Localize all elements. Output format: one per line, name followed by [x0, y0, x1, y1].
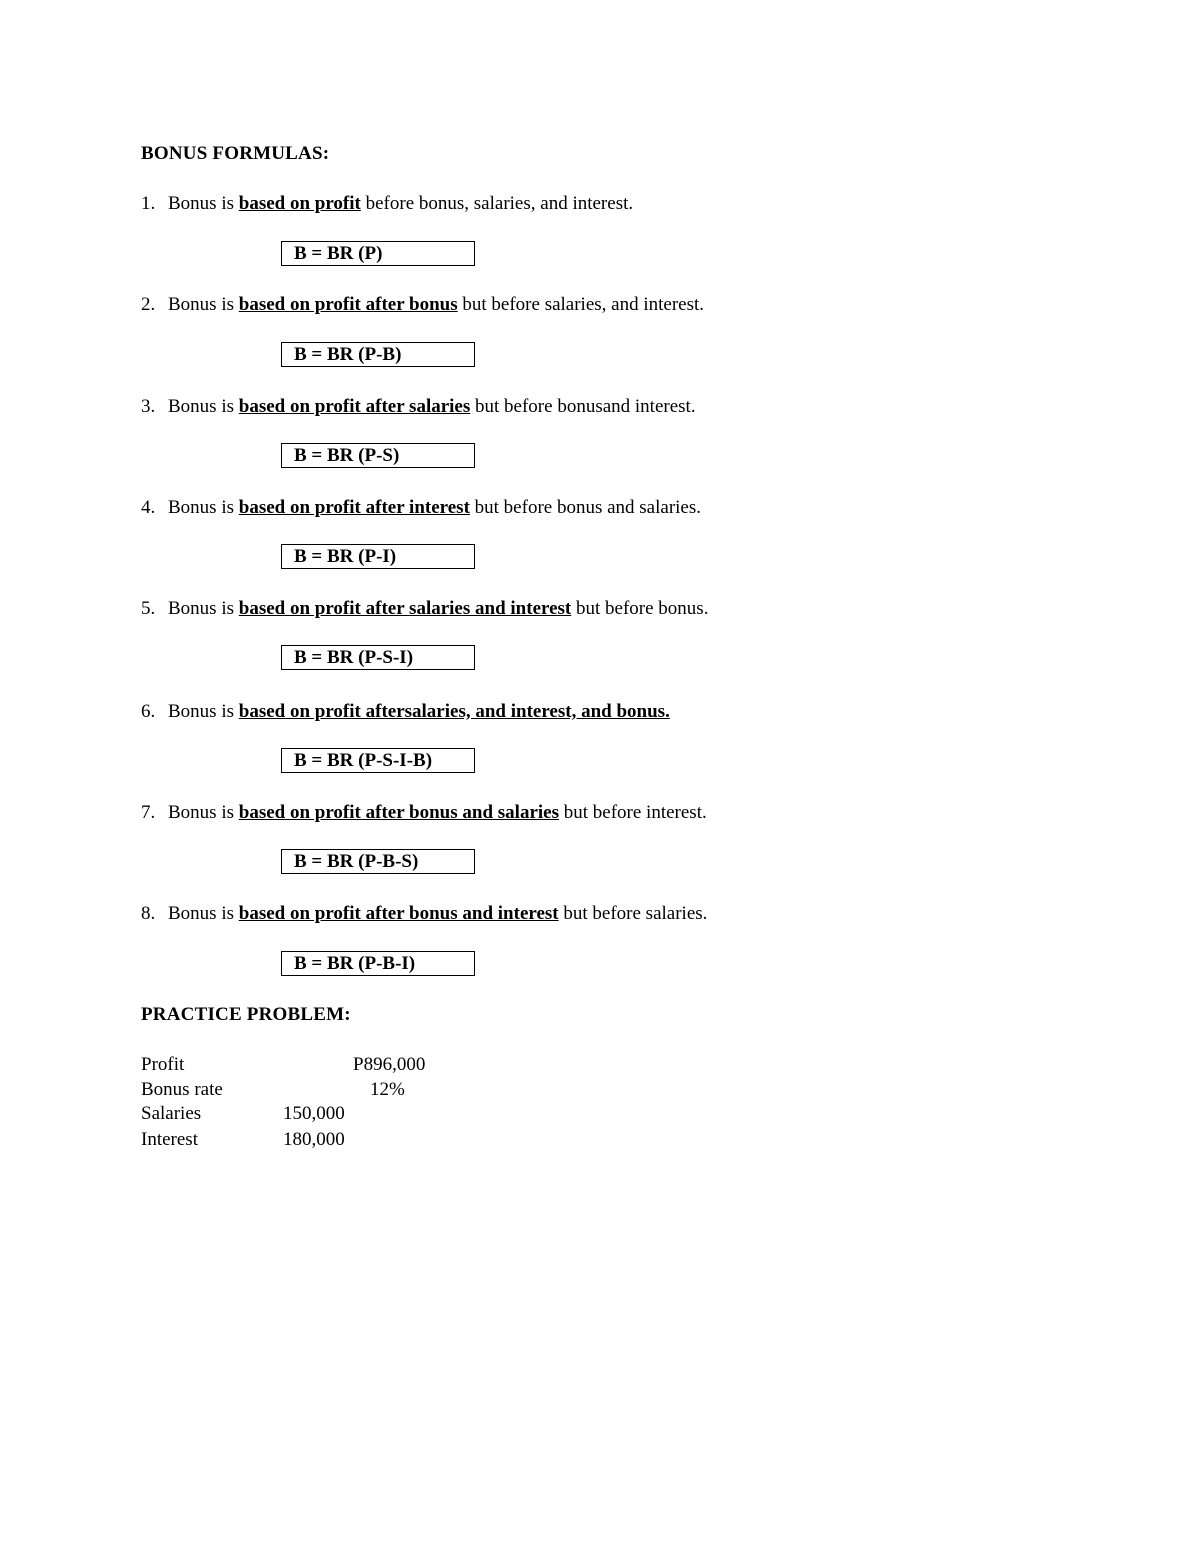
- formula-item-7: [141, 802, 707, 824]
- formula-box-2: B = BR (P-B): [281, 342, 475, 367]
- item-number: 6.: [141, 701, 156, 722]
- item-text-pre: Bonus is: [168, 294, 239, 315]
- item-number: 1.: [141, 193, 156, 214]
- row-value-right: P896,000: [353, 1054, 426, 1075]
- item-text-pre: Bonus is: [168, 903, 239, 924]
- formula-item-2: [141, 294, 704, 316]
- item-text-emphasis: based on profit after bonus: [238, 294, 458, 315]
- formula-box-8: B = BR (P-B-I): [281, 951, 475, 976]
- formula-item-5: [141, 598, 708, 620]
- formula-box-1: B = BR (P): [281, 241, 475, 266]
- item-text-post: but before bonus and salaries.: [469, 497, 702, 518]
- item-text-emphasis: based on profit after bonus and salaries: [238, 802, 559, 823]
- item-number: 3.: [141, 396, 156, 417]
- row-label: Salaries: [141, 1103, 202, 1124]
- item-text-pre: Bonus is: [168, 701, 239, 722]
- row-value-right: 12%: [370, 1079, 405, 1100]
- formula-box-4: B = BR (P-I): [281, 544, 475, 569]
- row-label: Interest: [141, 1129, 198, 1150]
- practice-problem-heading: PRACTICE PROBLEM:: [141, 1004, 351, 1025]
- item-text-post: but before bonusand interest.: [470, 396, 696, 417]
- formula-box-6: B = BR (P-S-I-B): [281, 748, 475, 773]
- item-text-pre: Bonus is: [168, 193, 239, 214]
- formula-item-8: [141, 903, 707, 925]
- formula-box-3: B = BR (P-S): [281, 443, 475, 468]
- item-text-post: but before salaries.: [558, 903, 708, 924]
- item-text-pre: Bonus is: [168, 396, 239, 417]
- item-text-emphasis: based on profit after bonus and interest: [238, 903, 559, 924]
- formula-box-5: B = BR (P-S-I): [281, 645, 475, 670]
- item-text-emphasis: based on profit after salaries: [238, 396, 471, 417]
- item-number: 8.: [141, 903, 156, 924]
- row-value-mid: 180,000: [283, 1129, 345, 1150]
- formula-box-7: B = BR (P-B-S): [281, 849, 475, 874]
- item-text-post: but before bonus.: [571, 598, 709, 619]
- bonus-formulas-heading: BONUS FORMULAS:: [141, 143, 330, 164]
- item-text-emphasis: based on profit after salaries and interest: [238, 598, 572, 619]
- item-text-post: before bonus, salaries, and interest.: [360, 193, 634, 214]
- item-number: 2.: [141, 294, 156, 315]
- item-text-pre: Bonus is: [168, 802, 239, 823]
- item-text-emphasis: based on profit aftersalaries, and interest, and bonus.: [238, 701, 670, 722]
- formula-item-3: [141, 396, 696, 418]
- formula-item-4: [141, 497, 701, 519]
- item-text-post: but before salaries, and interest.: [457, 294, 705, 315]
- row-label: Bonus rate: [141, 1079, 223, 1100]
- formula-item-1: [141, 193, 633, 215]
- item-text-pre: Bonus is: [168, 598, 239, 619]
- formula-item-6: [141, 701, 670, 723]
- item-text-post: but before interest.: [559, 802, 707, 823]
- item-number: 5.: [141, 598, 156, 619]
- item-text-emphasis: based on profit after interest: [238, 497, 470, 518]
- item-number: 7.: [141, 802, 156, 823]
- item-text-emphasis: based on profit: [238, 193, 361, 214]
- item-number: 4.: [141, 497, 156, 518]
- row-label: Profit: [141, 1054, 185, 1075]
- item-text-pre: Bonus is: [168, 497, 239, 518]
- row-value-mid: 150,000: [283, 1103, 345, 1124]
